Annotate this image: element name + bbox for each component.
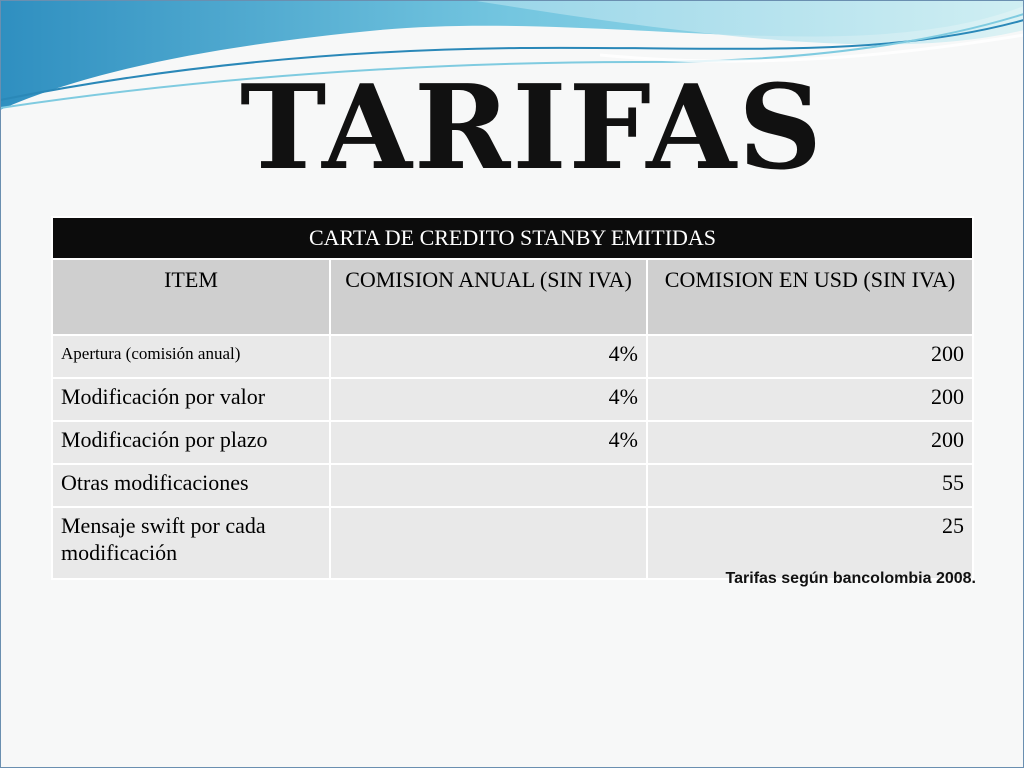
row-comision-usd: 200: [647, 421, 973, 464]
row-comision-anual: [330, 464, 647, 507]
row-comision-usd: 25: [647, 507, 973, 579]
column-header-comision-anual: COMISION ANUAL (SIN IVA): [330, 259, 647, 335]
row-item: Mensaje swift por cada modificación: [52, 507, 330, 579]
table-caption-row: [52, 217, 973, 259]
slide-title: TARIFAS: [240, 60, 824, 196]
table-header-row: [52, 259, 973, 335]
table-row: [52, 507, 973, 579]
column-header-comision-usd: COMISION EN USD (SIN IVA): [647, 259, 973, 335]
source-note: Tarifas según bancolombia 2008.: [725, 570, 976, 587]
row-item: Modificación por valor: [52, 378, 330, 421]
row-comision-usd: 200: [647, 335, 973, 378]
table-row: [52, 421, 973, 464]
rates-table: [51, 216, 974, 580]
row-item: Apertura (comisión anual): [52, 335, 330, 378]
row-item: Otras modificaciones: [52, 464, 330, 507]
row-comision-anual: 4%: [330, 421, 647, 464]
column-header-item: ITEM: [52, 259, 330, 335]
table-row: [52, 335, 973, 378]
row-comision-anual: 4%: [330, 378, 647, 421]
row-item: Modificación por plazo: [52, 421, 330, 464]
table-caption: CARTA DE CREDITO STANBY EMITIDAS: [52, 217, 973, 259]
row-comision-anual: [330, 507, 647, 579]
table-row: [52, 464, 973, 507]
table-row: [52, 378, 973, 421]
row-comision-usd: 200: [647, 378, 973, 421]
row-comision-anual: 4%: [330, 335, 647, 378]
row-comision-usd: 55: [647, 464, 973, 507]
